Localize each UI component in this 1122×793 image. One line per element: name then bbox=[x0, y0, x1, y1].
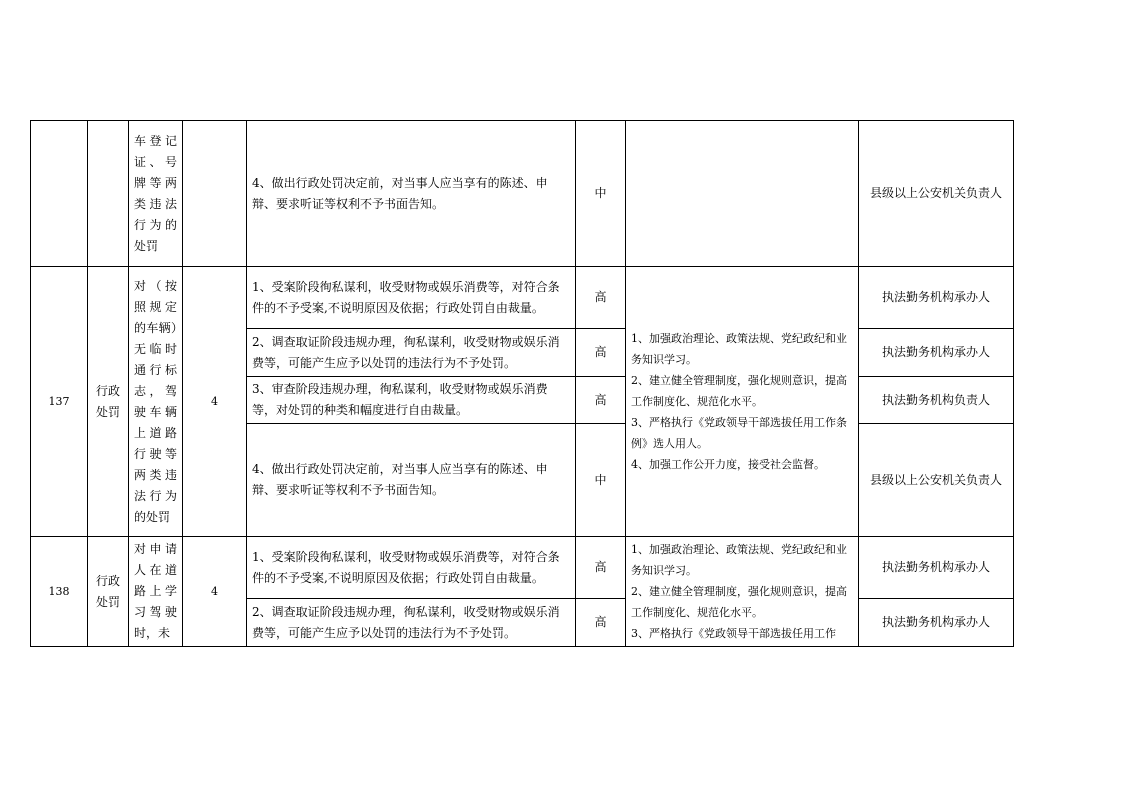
responsible-person: 县级以上公安机关负责人 bbox=[859, 424, 1014, 537]
item-type: 行政处罚 bbox=[88, 537, 129, 647]
measure-item: 3、严格执行《党政领导干部选拔任用工作 bbox=[631, 627, 836, 640]
risk-point: 3、审查阶段违规办理，徇私谋利，收受财物或娱乐消费等，对处罚的种类和幅度进行自由裁量。 bbox=[247, 377, 576, 424]
risk-level: 中 bbox=[576, 121, 626, 267]
risk-level: 中 bbox=[576, 424, 626, 537]
prevention-measures bbox=[626, 121, 859, 267]
risk-level: 高 bbox=[576, 329, 626, 377]
risk-point: 2、调查取证阶段违规办理，徇私谋利，收受财物或娱乐消费等，可能产生应予以处罚的违法行为不予处罚。 bbox=[247, 599, 576, 647]
item-type: 行政处罚 bbox=[88, 267, 129, 537]
responsible-person: 执法勤务机构承办人 bbox=[859, 537, 1014, 599]
measure-item: 4、加强工作公开力度，接受社会监督。 bbox=[631, 458, 825, 471]
item-count: 4 bbox=[183, 267, 247, 537]
prevention-measures bbox=[626, 537, 859, 647]
risk-point: 4、做出行政处罚决定前，对当事人应当享有的陈述、申辩、要求听证等权利不予书面告知。 bbox=[247, 424, 576, 537]
item-name: 对（按照规定的车辆）无临时通行标志，驾驶车辆上道路行驶等两类违法行为的处罚 bbox=[129, 267, 183, 537]
responsible-person: 县级以上公安机关负责人 bbox=[859, 121, 1014, 267]
risk-table bbox=[30, 120, 1014, 647]
risk-point: 2、调查取证阶段违规办理，徇私谋利，收受财物或娱乐消费等，可能产生应予以处罚的违法行为不予处罚。 bbox=[247, 329, 576, 377]
responsible-person: 执法勤务机构承办人 bbox=[859, 329, 1014, 377]
item-name: 车登记证、号牌等两类违法行为的处罚 bbox=[129, 121, 183, 267]
item-number: 138 bbox=[31, 537, 88, 647]
item-number: 137 bbox=[31, 267, 88, 537]
prevention-measures bbox=[626, 267, 859, 537]
item-count: 4 bbox=[183, 537, 247, 647]
responsible-person: 执法勤务机构负责人 bbox=[859, 377, 1014, 424]
table-row bbox=[31, 537, 1014, 599]
measure-item: 2、建立健全管理制度，强化规则意识，提高工作制度化、规范化水平。 bbox=[631, 374, 847, 408]
responsible-person: 执法勤务机构承办人 bbox=[859, 267, 1014, 329]
item-type bbox=[88, 121, 129, 267]
risk-point: 1、受案阶段徇私谋利，收受财物或娱乐消费等，对符合条件的不予受案,不说明原因及依据；行政处罚自由裁量。 bbox=[247, 267, 576, 329]
item-number bbox=[31, 121, 88, 267]
risk-point: 1、受案阶段徇私谋利，收受财物或娱乐消费等，对符合条件的不予受案,不说明原因及依据；行政处罚自由裁量。 bbox=[247, 537, 576, 599]
risk-point: 4、做出行政处罚决定前，对当事人应当享有的陈述、申辩、要求听证等权利不予书面告知。 bbox=[247, 121, 576, 267]
measure-item: 3、严格执行《党政领导干部选拔任用工作条例》选人用人。 bbox=[631, 416, 847, 450]
risk-level: 高 bbox=[576, 599, 626, 647]
measure-item: 2、建立健全管理制度，强化规则意识，提高工作制度化、规范化水平。 bbox=[631, 585, 847, 619]
risk-level: 高 bbox=[576, 377, 626, 424]
risk-level: 高 bbox=[576, 537, 626, 599]
responsible-person: 执法勤务机构承办人 bbox=[859, 599, 1014, 647]
item-name: 对申请人在道路上学习驾驶时，未 bbox=[129, 537, 183, 647]
item-count bbox=[183, 121, 247, 267]
measure-item: 1、加强政治理论、政策法规、党纪政纪和业务知识学习。 bbox=[631, 543, 847, 577]
table-row bbox=[31, 267, 1014, 329]
table-row bbox=[31, 121, 1014, 267]
risk-level: 高 bbox=[576, 267, 626, 329]
measure-item: 1、加强政治理论、政策法规、党纪政纪和业务知识学习。 bbox=[631, 332, 847, 366]
